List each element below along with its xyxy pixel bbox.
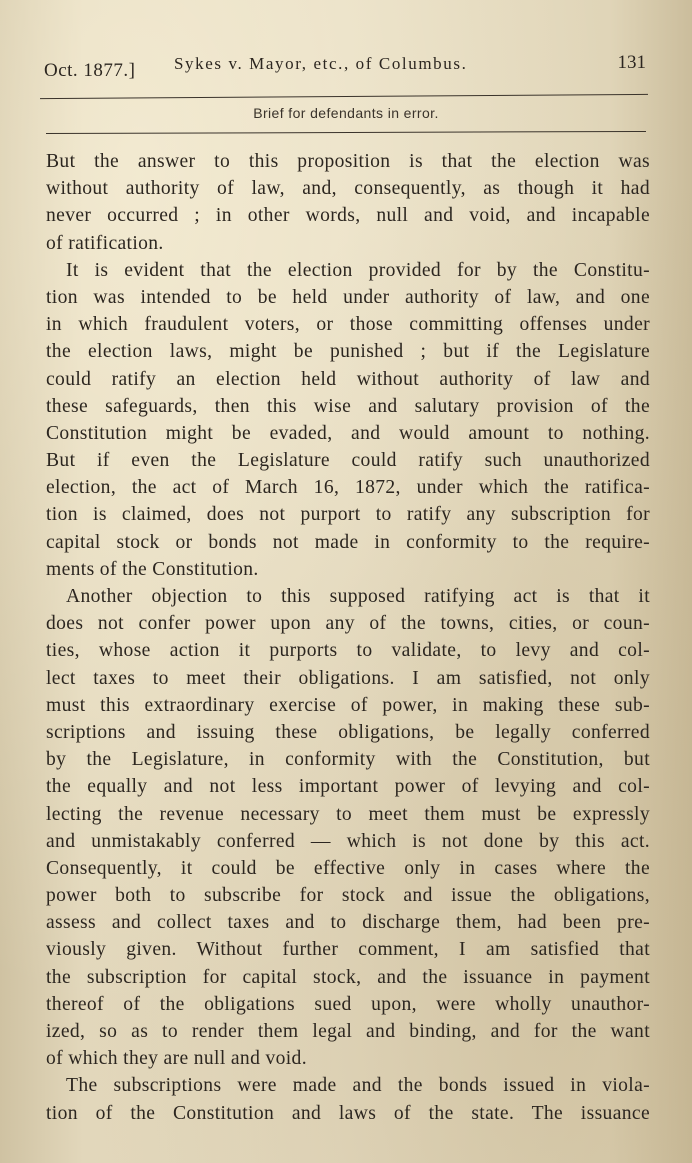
text-line: tion was intended to be held under authority of law, and one <box>46 286 650 308</box>
text-line: election, the act of March 16, 1872, under which the ratifica- <box>46 477 650 499</box>
text-line: capital stock or bonds not made in conformity to the require- <box>46 531 650 553</box>
body-text <box>46 148 650 1127</box>
header-rule-top <box>40 94 648 99</box>
text-line: must this extraordinary exercise of power, in making these sub- <box>46 694 650 716</box>
header-case-title: Sykes v. Mayor, etc., of Columbus. <box>174 54 468 73</box>
text-line: But the answer to this proposition is that the election was <box>46 151 650 172</box>
text-line: ments of the Constitution. <box>46 558 259 580</box>
text-line: and unmistakably conferred — which is not done by this act. <box>46 830 650 852</box>
text-line: of ratification. <box>46 232 164 254</box>
text-line: It is evident that the election provided for by the Constitu- <box>66 259 650 281</box>
header-rule-bottom <box>46 131 646 134</box>
text-line: does not confer power upon any of the towns, cities, or coun- <box>46 613 650 635</box>
text-line: Another objection to this supposed ratifying act is that it <box>66 586 650 607</box>
text-line: assess and collect taxes and to discharge them, had been pre- <box>46 912 650 934</box>
text-line: tion of the Constitution and laws of the state. The issuance <box>46 1102 650 1124</box>
text-line: But if even the Legislature could ratify such unauthorized <box>46 450 650 472</box>
text-line: the election laws, might be punished ; but if the Legislature <box>46 341 650 363</box>
text-line: lecting the revenue necessary to meet them must be expressly <box>46 803 650 825</box>
text-line: tion is claimed, does not purport to ratify any subscription for <box>46 504 650 526</box>
text-line: lect taxes to meet their obligations. I am satisfied, not only <box>46 667 650 689</box>
text-line: never occurred ; in other words, null and void, and incapable <box>46 205 650 227</box>
page-number: 131 <box>617 52 646 73</box>
header-date: Oct. 1877.] <box>44 60 136 81</box>
text-line: ized, so as to render them legal and binding, and for the want <box>46 1021 650 1042</box>
text-line: without authority of law, and, consequently, as though it had <box>46 178 650 200</box>
text-line: ties, whose action it purports to validate, to levy and col- <box>46 640 650 662</box>
text-line: these safeguards, then this wise and salutary provision of the <box>46 395 650 417</box>
text-line: in which fraudulent voters, or those committing offenses under <box>46 314 650 336</box>
text-line: Consequently, it could be effective only in cases where the <box>46 857 650 879</box>
text-line: by the Legislature, in conformity with the Constitution, but <box>46 749 650 771</box>
running-header <box>44 52 646 82</box>
text-line: viously given. Without further comment, I am satisfied that <box>46 939 650 961</box>
brief-subheader: Brief for defendants in error. <box>253 105 439 121</box>
text-line: the subscription for capital stock, and the issuance in payment <box>46 966 650 988</box>
text-line: could ratify an election held without authority of law and <box>46 368 650 390</box>
text-line: of which they are null and void. <box>46 1048 307 1070</box>
text-line: power both to subscribe for stock and issue the obligations, <box>46 885 650 907</box>
text-line: scriptions and issuing these obligations, be legally conferred <box>46 721 650 743</box>
text-line: Constitution might be evaded, and would amount to nothing. <box>46 422 650 444</box>
text-line: the equally and not less important power of levying and col- <box>46 776 650 798</box>
text-line: The subscriptions were made and the bonds issued in viola- <box>66 1075 650 1097</box>
text-line: thereof of the obligations sued upon, were wholly unauthor- <box>46 993 650 1015</box>
